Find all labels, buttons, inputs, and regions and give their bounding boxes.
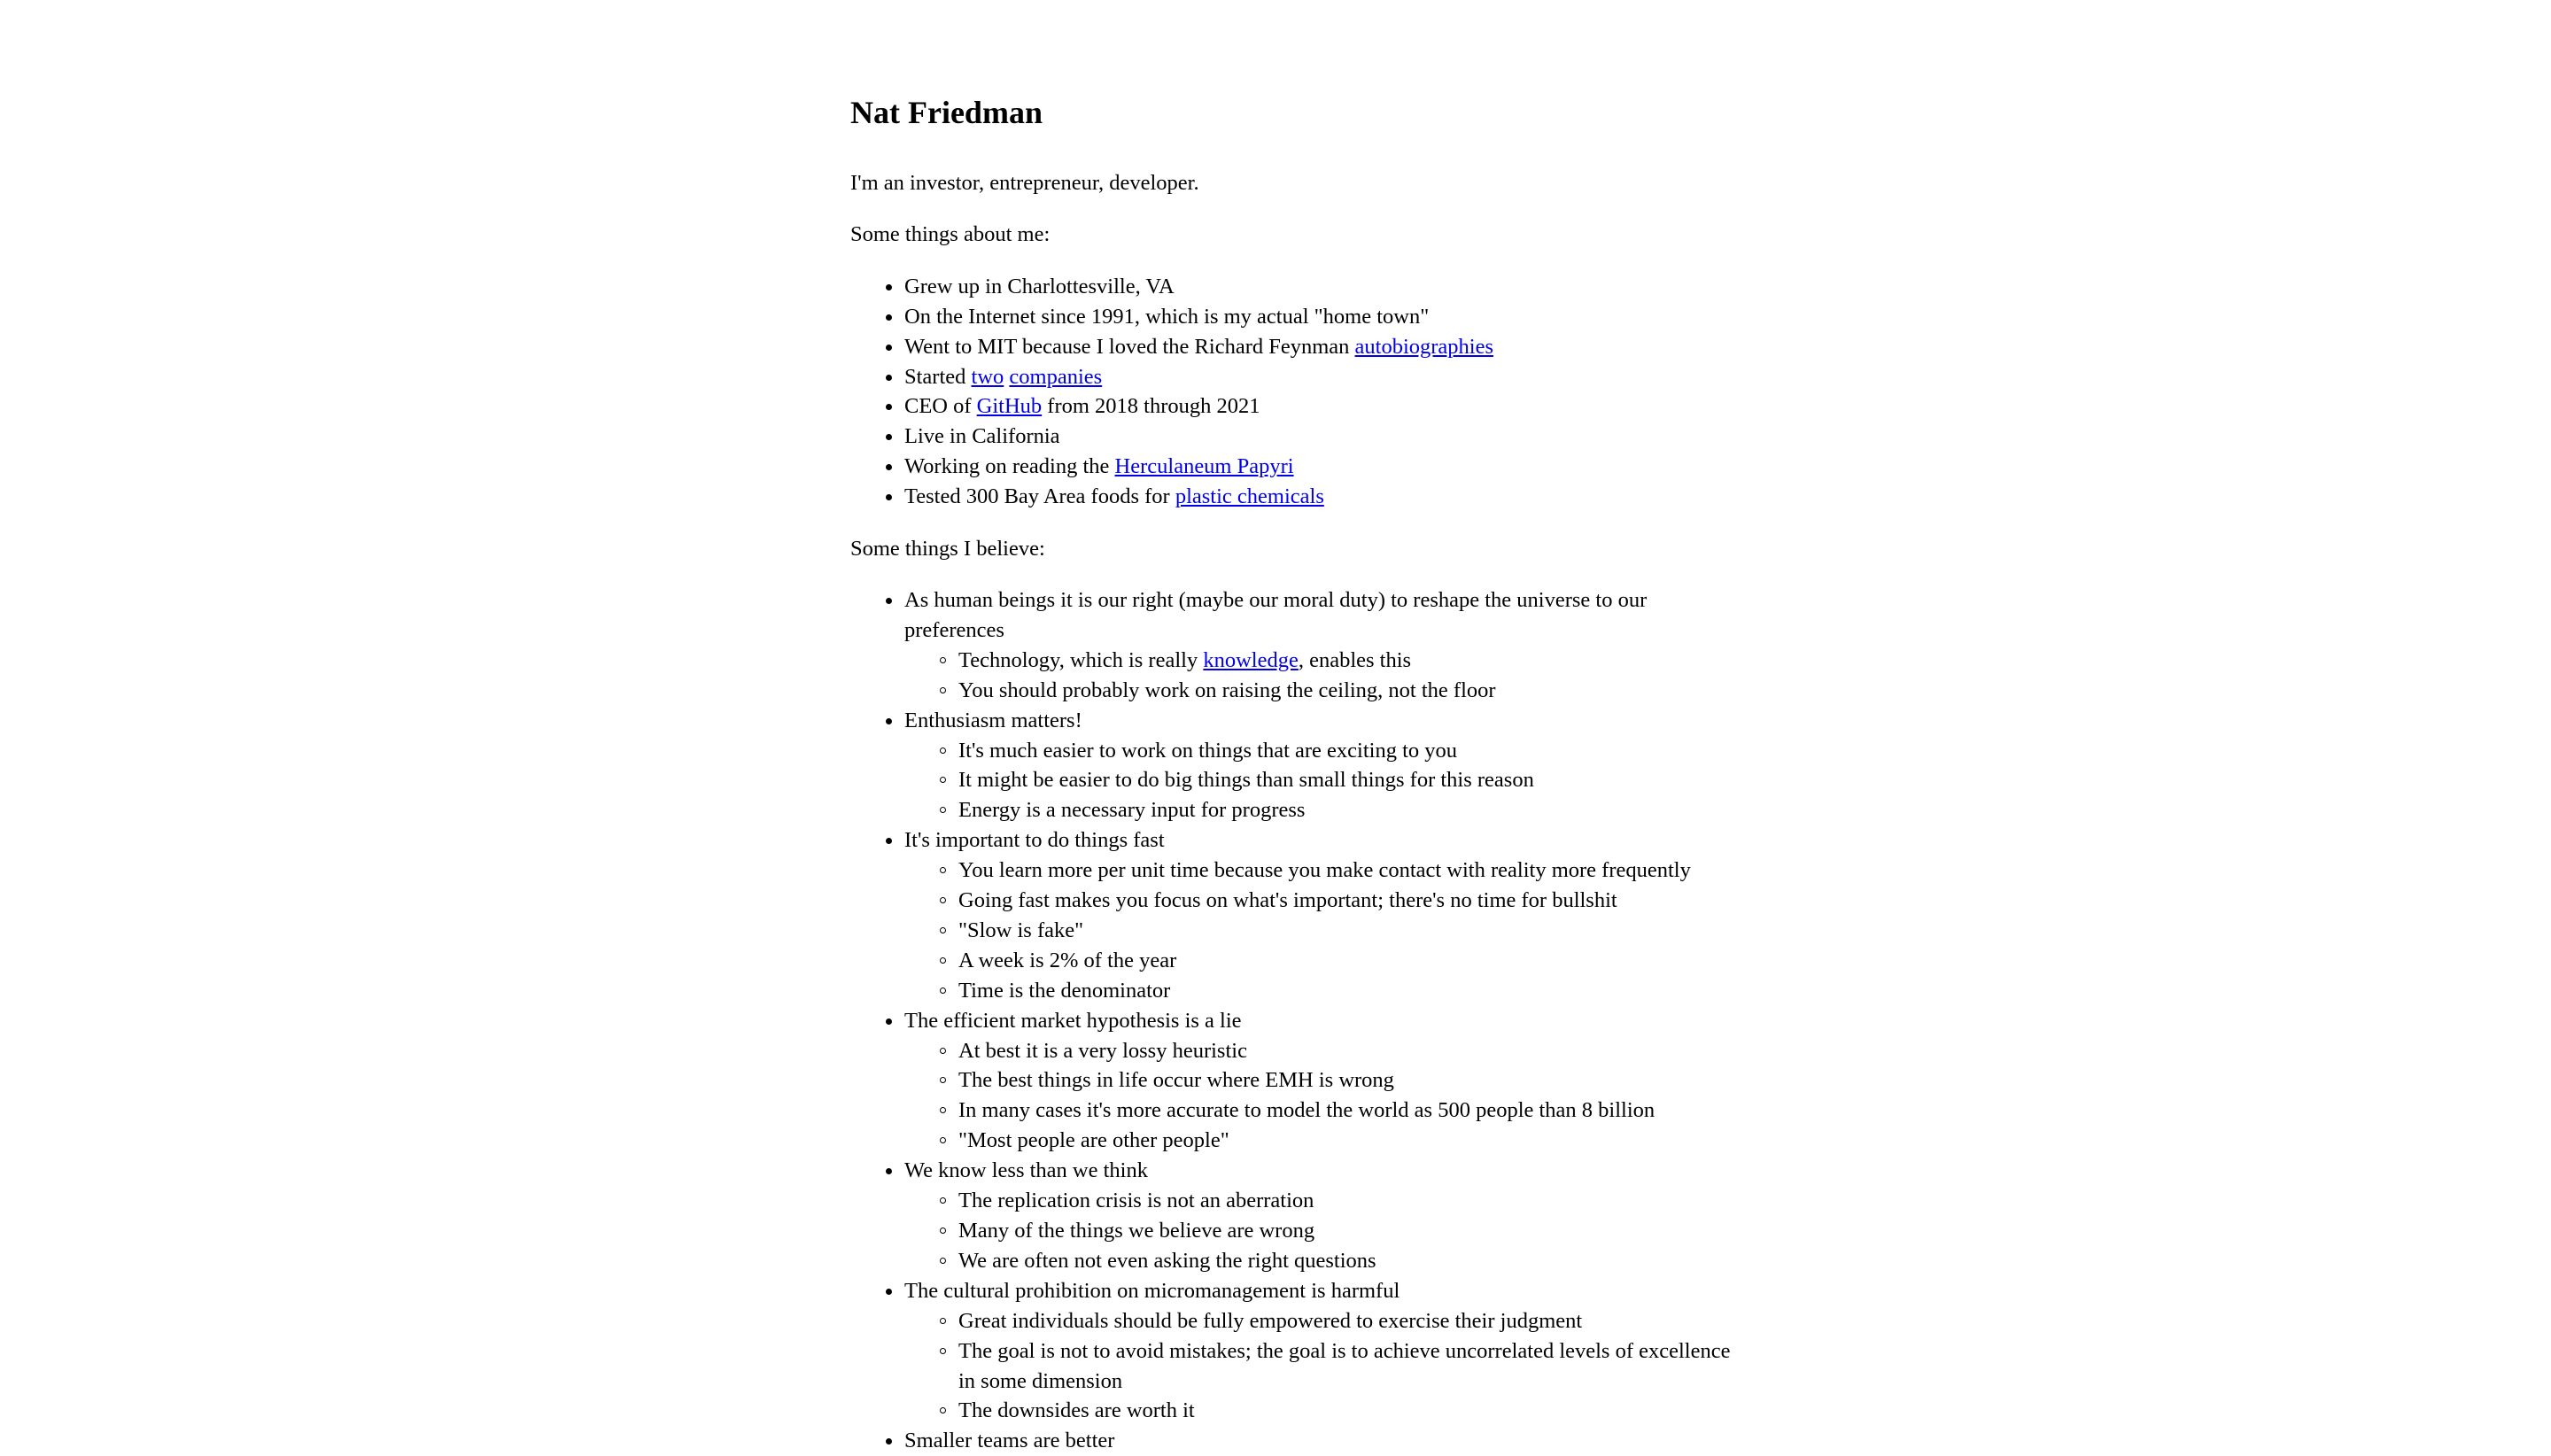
list-item: The efficient market hypothesis is a lie At best it is a very lossy heuristic The best things in life occur where EMH is wrong In many cases it's more accurate to model the world as 500 people than 8 billion "Most people are other people"	[904, 1006, 1736, 1157]
sub-list-item: It's much easier to work on things that are exciting to you	[958, 736, 1736, 766]
bullet-icon	[886, 464, 892, 470]
list-item: The cultural prohibition on micromanagement is harmful Great individuals should be fully empowered to exercise their judgment The goal is not to avoid mistakes; the goal is to achieve uncorrelated levels of excellence in some dimension The downsides are worth it	[904, 1276, 1736, 1427]
list-item: CEO of GitHub from 2018 through 2021	[904, 391, 1736, 422]
sub-list-item: Many of the things we believe are wrong	[958, 1216, 1736, 1246]
bullet-icon	[886, 838, 892, 844]
knowledge-link[interactable]: knowledge	[1203, 647, 1299, 672]
bullet-icon	[886, 404, 892, 410]
list-item: Enthusiasm matters! It's much easier to work on things that are exciting to you It might be easier to do big things than small things for this reason Energy is a necessary input for progress	[904, 706, 1736, 826]
circle-bullet-icon	[940, 657, 946, 663]
page-title: Nat Friedman	[850, 95, 1043, 130]
circle-bullet-icon	[940, 1107, 946, 1113]
circle-bullet-icon	[940, 1197, 946, 1204]
list-item: Working on reading the Herculaneum Papyri	[904, 452, 1736, 482]
circle-bullet-icon	[940, 897, 946, 903]
bullet-icon	[886, 1018, 892, 1025]
sub-list-item: "Slow is fake"	[958, 916, 1736, 946]
sub-list-item: Great individuals should be fully empowered to exercise their judgment	[958, 1306, 1736, 1336]
sub-list-item: "Most people are other people"	[958, 1126, 1736, 1156]
sub-list-item: The replication crisis is not an aberration	[958, 1186, 1736, 1216]
herculaneum-papyri-link[interactable]: Herculaneum Papyri	[1114, 454, 1294, 479]
sub-list-item: You learn more per unit time because you make contact with reality more frequently	[958, 856, 1736, 886]
list-item: Smaller teams are better	[904, 1426, 1736, 1456]
sub-list-item: In many cases it's more accurate to model the world as 500 people than 8 billion	[958, 1096, 1736, 1126]
circle-bullet-icon	[940, 1137, 946, 1143]
sub-list	[904, 736, 1736, 826]
page-content	[850, 94, 1736, 1456]
sub-list-item: The goal is not to avoid mistakes; the goal is to achieve uncorrelated levels of excellence in some dimension	[958, 1336, 1736, 1397]
bullet-icon	[886, 1438, 892, 1444]
sub-list-item: Going fast makes you focus on what's important; there's no time for bullshit	[958, 886, 1736, 916]
bullet-icon	[886, 375, 892, 381]
list-item: Live in California	[904, 422, 1736, 452]
circle-bullet-icon	[940, 867, 946, 873]
sub-list-item: At best it is a very lossy heuristic	[958, 1036, 1736, 1066]
list-item: Started two companies	[904, 362, 1736, 392]
list-item: Went to MIT because I loved the Richard Feynman autobiographies	[904, 332, 1736, 362]
list-item: As human beings it is our right (maybe our moral duty) to reshape the universe to our preferences Technology, which is really knowledge, enables this You should probably work on raising the ceiling, not the floor	[904, 585, 1736, 706]
circle-bullet-icon	[940, 1407, 946, 1413]
circle-bullet-icon	[940, 1318, 946, 1324]
circle-bullet-icon	[940, 1258, 946, 1264]
list-item: We know less than we think The replication crisis is not an aberration Many of the things we believe are wrong We are often not even asking the right questions	[904, 1156, 1736, 1276]
beliefs-label: Some things I believe:	[850, 536, 1045, 561]
bullet-icon	[886, 718, 892, 724]
bullet-icon	[886, 494, 892, 500]
circle-bullet-icon	[940, 987, 946, 994]
circle-bullet-icon	[940, 927, 946, 933]
sub-list-item: It might be easier to do big things than small things for this reason	[958, 765, 1736, 795]
bullet-icon	[886, 314, 892, 321]
github-link[interactable]: GitHub	[976, 394, 1043, 419]
circle-bullet-icon	[940, 777, 946, 783]
sub-list	[904, 646, 1736, 706]
circle-bullet-icon	[940, 687, 946, 693]
sub-list	[904, 856, 1736, 1006]
list-item: Tested 300 Bay Area foods for plastic chemicals	[904, 482, 1736, 512]
bullet-icon	[886, 434, 892, 440]
circle-bullet-icon	[940, 1077, 946, 1083]
bullet-icon	[886, 1289, 892, 1295]
two-link[interactable]: two	[971, 364, 1004, 389]
sub-list-item: We are often not even asking the right questions	[958, 1246, 1736, 1276]
sub-list-item: A week is 2% of the year	[958, 946, 1736, 976]
bullet-icon	[886, 1168, 892, 1174]
list-item: Grew up in Charlottesville, VA	[904, 272, 1736, 302]
sub-list	[904, 1036, 1736, 1157]
bullet-icon	[886, 284, 892, 290]
sub-list-item: The downsides are worth it	[958, 1396, 1736, 1426]
circle-bullet-icon	[940, 747, 946, 754]
about-list	[850, 272, 1736, 512]
sub-list-item: Energy is a necessary input for progress	[958, 795, 1736, 825]
circle-bullet-icon	[940, 807, 946, 813]
autobiographies-link[interactable]: autobiographies	[1354, 334, 1494, 359]
circle-bullet-icon	[940, 957, 946, 964]
sub-list-item: The best things in life occur where EMH is wrong	[958, 1065, 1736, 1096]
intro-text: I'm an investor, entrepreneur, developer.	[850, 171, 1199, 195]
circle-bullet-icon	[940, 1228, 946, 1234]
about-label: Some things about me:	[850, 222, 1051, 247]
companies-link[interactable]: companies	[1009, 364, 1103, 389]
list-item: On the Internet since 1991, which is my actual "home town"	[904, 302, 1736, 332]
bullet-icon	[886, 598, 892, 604]
sub-list-item: You should probably work on raising the ceiling, not the floor	[958, 676, 1736, 706]
circle-bullet-icon	[940, 1348, 946, 1354]
plastic-chemicals-link[interactable]: plastic chemicals	[1175, 484, 1324, 509]
beliefs-list	[850, 585, 1736, 1456]
bullet-icon	[886, 345, 892, 351]
sub-list	[904, 1186, 1736, 1276]
list-item: It's important to do things fast You learn more per unit time because you make contact with reality more frequently Going fast makes you focus on what's important; there's no time for bullshit "Slow is fake" A week is 2% of the year Time is the denominator	[904, 825, 1736, 1005]
sub-list-item: Time is the denominator	[958, 976, 1736, 1006]
sub-list	[904, 1306, 1736, 1427]
circle-bullet-icon	[940, 1048, 946, 1054]
sub-list-item: Technology, which is really knowledge, enables this	[958, 646, 1736, 676]
